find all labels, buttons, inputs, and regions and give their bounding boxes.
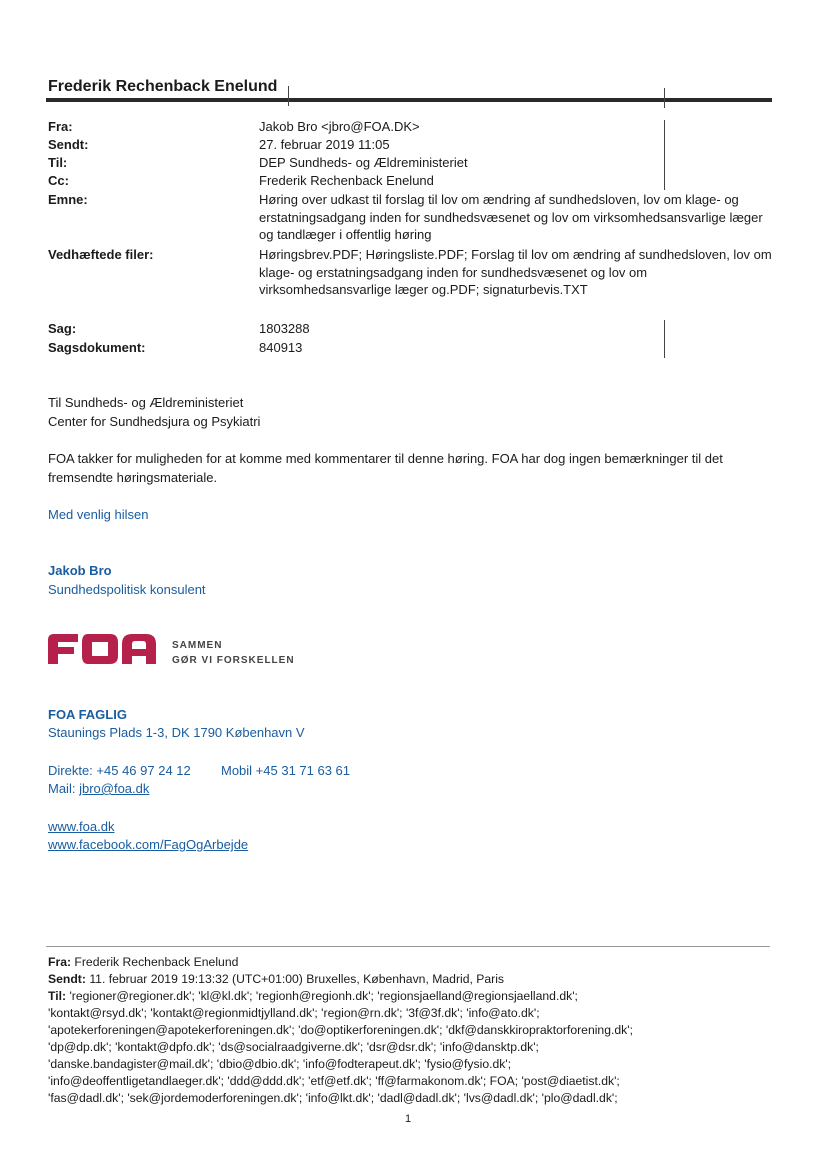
forward-to-line: 'danske.bandagister@mail.dk'; 'dbio@dbio.dk'; 'info@fodterapeut.dk'; 'fysio@fysio.dk'; [48,1057,512,1071]
meta-label: Fra: [48,119,73,134]
forward-to-line: 'info@deoffentligetandlaeger.dk'; 'ddd@ddd.dk'; 'etf@etf.dk'; 'ff@farmakonom.dk'; FOA; 'post@diaetist.dk'; [48,1074,620,1088]
foa-logo-mark [48,630,160,668]
forward-to-line: 'regioner@regioner.dk'; 'kl@kl.dk'; 'regionh@regionh.dk'; 'regionsjaelland@regionsjaelland.dk'; [69,989,578,1003]
meta-value: 27. februar 2019 11:05 [259,137,390,152]
forward-to-line: 'dp@dp.dk'; 'kontakt@dpfo.dk'; 'ds@socialraadgiverne.dk'; 'dsr@dsr.dk'; 'info@dansktp.dk'; [48,1040,539,1054]
forward-to-label: Til: [48,989,67,1003]
meta-value: 840913 [259,340,303,355]
meta-value: Høring over udkast til forslag til lov om ændring af sundhedsloven, lov om klage- og erstatningsadgang inden for sundhedsvæsenet og lov om virksomhedsansvarlige læger og tandlæger i offentlig høring [259,192,763,242]
meta-value: 1803288 [259,321,310,336]
header-name: Frederik Rechenback Enelund [48,78,278,95]
logo-tagline: GØR VI FORSKELLEN [172,655,295,666]
meta-label: Sagsdokument: [48,340,146,355]
phone-direct: Direkte: +45 46 97 24 12 [48,763,191,778]
meta-label: Cc: [48,173,69,188]
forward-from [48,954,778,972]
foa-logo [48,630,160,673]
body-paragraph: FOA takker for muligheden for at komme med kommentarer til denne høring. FOA har dog ingen bemærkninger til det fremsendte høringsmateriale. [48,451,723,485]
signer-title: Sundhedspolitisk konsulent [48,582,206,597]
meta-value: Høringsbrev.PDF; Høringsliste.PDF; Forslag til lov om ændring af sundhedsloven, lov om klage- og erstatningsadgang inden for sundhedsvæsenet og lov om virksomhedsansvarlige læger og.PDF; signaturbevis.TXT [259,247,772,297]
forward-sent-label: Sendt: [48,972,86,986]
forward-to-line: 'apotekerforeningen@apotekerforeningen.dk'; 'do@optikerforeningen.dk'; 'dkf@danskkiropraktorforening.dk'; [48,1023,633,1037]
web-line [48,817,114,836]
meta-label: Emne: [48,192,88,207]
forward-to-line: 'kontakt@rsyd.dk'; 'kontakt@regionmidtjylland.dk'; 'region@rn.dk'; '3f@3f.dk'; 'info@ato.dk'; [48,1006,540,1020]
meta-label: Sag: [48,321,77,336]
org-name: FOA FAGLIG [48,707,127,722]
facebook-line [48,835,248,854]
page-number: 1 [405,1113,412,1125]
forward-sent-value: 11. februar 2019 19:13:32 (UTC+01:00) Bruxelles, København, Madrid, Paris [89,972,505,986]
mail-line [48,779,149,798]
phone-mobile: Mobil +45 31 71 63 61 [221,763,351,778]
recipient-line: Til Sundheds- og Ældreministeriet [48,395,244,410]
meta-value: DEP Sundheds- og Ældreministeriet [259,155,468,170]
forward-from-value: Frederik Rechenback Enelund [74,955,239,969]
forward-from-label: Fra: [48,955,72,969]
mail-label: Mail: [48,781,76,796]
forward-sent [48,971,778,989]
recipient-line: Center for Sundhedsjura og Psykiatri [48,414,261,429]
closing: Med venlig hilsen [48,507,149,522]
forward-to-line: 'fas@dadl.dk'; 'sek@jordemoderforeningen.dk'; 'info@lkt.dk'; 'dadl@dadl.dk'; 'lvs@dadl.dk'; 'plo@dadl.dk'; [48,1091,618,1105]
org-address: Staunings Plads 1-3, DK 1790 København V [48,725,305,740]
facebook-link[interactable]: www.facebook.com/FagOgArbejde [48,837,249,852]
logo-tagline: SAMMEN [172,640,223,651]
meta-label: Vedhæftede filer: [48,247,154,262]
website-link[interactable]: www.foa.dk [48,819,115,834]
meta-label: Til: [48,155,68,170]
forward-divider [46,946,770,947]
meta-value: Frederik Rechenback Enelund [259,173,434,188]
scan-mark [288,86,289,106]
mail-link[interactable]: jbro@foa.dk [79,781,150,796]
meta-value: Jakob Bro <jbro@FOA.DK> [259,119,420,134]
forward-to [48,988,778,1006]
signer-name: Jakob Bro [48,563,112,578]
meta-label: Sendt: [48,137,89,152]
scan-mark [664,88,665,108]
